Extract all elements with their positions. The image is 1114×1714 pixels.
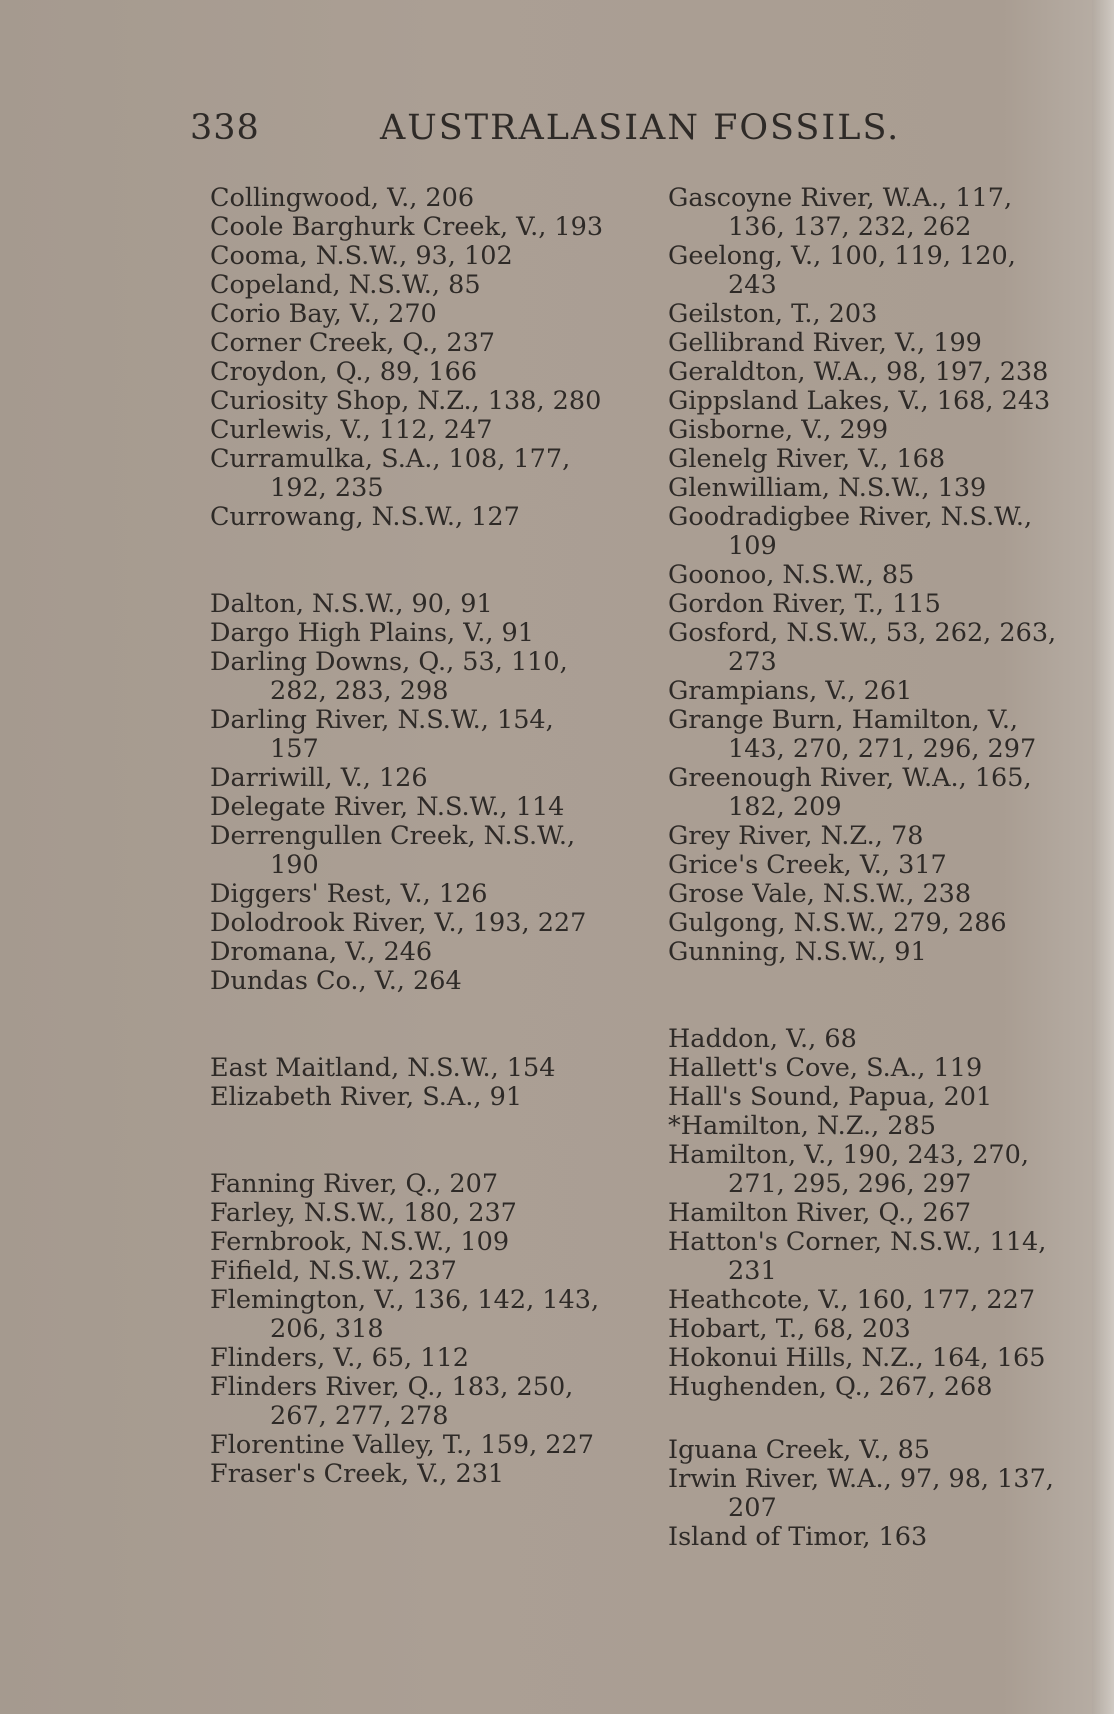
index-entry: Grose Vale, N.S.W., 238 (668, 879, 972, 909)
index-entry: Fanning River, Q., 207 (210, 1169, 499, 1199)
index-entry: Hughenden, Q., 267, 268 (668, 1372, 993, 1402)
index-entry: Curramulka, S.A., 108, 177, 192, 235 (210, 444, 571, 503)
index-entry: Farley, N.S.W., 180, 237 (210, 1198, 517, 1228)
index-entry: Gisborne, V., 299 (668, 415, 889, 445)
index-entry: Hamilton, V., 190, 243, 270, 271, 295, 296, 297 (668, 1140, 1029, 1199)
section-e (210, 1054, 610, 1112)
index-entry: Haddon, V., 68 (668, 1024, 857, 1054)
index-entry: Fraser's Creek, V., 231 (210, 1459, 505, 1489)
section-gap (668, 967, 1068, 1025)
index-entry: Glenwilliam, N.S.W., 139 (668, 473, 987, 503)
index-entry: Darriwill, V., 126 (210, 763, 428, 793)
index-entry: Hamilton River, Q., 267 (668, 1198, 972, 1228)
index-entry: Elizabeth River, S.A., 91 (210, 1082, 523, 1112)
index-entry: East Maitland, N.S.W., 154 (210, 1053, 556, 1083)
index-entry: Coole Barghurk Creek, V., 193 (210, 212, 604, 242)
index-entry: Gippsland Lakes, V., 168, 243 (668, 386, 1051, 416)
index-entry: Gascoyne River, W.A., 117, 136, 137, 232, 262 (668, 183, 1013, 242)
index-entry: Hokonui Hills, N.Z., 164, 165 (668, 1343, 1046, 1373)
index-entry: Copeland, N.S.W., 85 (210, 270, 481, 300)
index-entry: Gulgong, N.S.W., 279, 286 (668, 908, 1007, 938)
index-entry: Flemington, V., 136, 142, 143, 206, 318 (210, 1285, 600, 1344)
index-entry: Corio Bay, V., 270 (210, 299, 437, 329)
index-entry: Curlewis, V., 112, 247 (210, 415, 493, 445)
index-entry: Greenough River, W.A., 165, 182, 209 (668, 763, 1032, 822)
index-entry: Grice's Creek, V., 317 (668, 850, 947, 880)
index-entry: Geelong, V., 100, 119, 120, 243 (668, 241, 1016, 300)
section-gap (210, 532, 610, 590)
index-entry: Heathcote, V., 160, 177, 227 (668, 1285, 1036, 1315)
section-i (668, 1436, 1068, 1552)
index-entry: Geilston, T., 203 (668, 299, 878, 329)
index-entry: Glenelg River, V., 168 (668, 444, 946, 474)
section-d (210, 590, 610, 996)
index-entry: Geraldton, W.A., 98, 197, 238 (668, 357, 1049, 387)
index-entry: Diggers' Rest, V., 126 (210, 879, 488, 909)
section-c (210, 184, 610, 532)
index-entry: Island of Timor, 163 (668, 1522, 928, 1552)
index-entry: Darling River, N.S.W., 154, 157 (210, 705, 554, 764)
index-entry: Croydon, Q., 89, 166 (210, 357, 478, 387)
index-entry: Dromana, V., 246 (210, 937, 433, 967)
index-column-right (668, 184, 1068, 1552)
page-header (190, 108, 910, 158)
index-entry: Hall's Sound, Papua, 201 (668, 1082, 993, 1112)
index-entry: Gosford, N.S.W., 53, 262, 263, 273 (668, 618, 1057, 677)
section-gap (210, 996, 610, 1054)
running-title: AUSTRALASIAN FOSSILS. (380, 108, 901, 148)
index-entry: Goodradigbee River, N.S.W., 109 (668, 502, 1033, 561)
index-entry: Hobart, T., 68, 203 (668, 1314, 911, 1344)
index-entry: Iguana Creek, V., 85 (668, 1435, 931, 1465)
section-f (210, 1170, 610, 1489)
index-entry: Currowang, N.S.W., 127 (210, 502, 520, 532)
index-entry: Goonoo, N.S.W., 85 (668, 560, 915, 590)
index-entry: Collingwood, V., 206 (210, 183, 475, 213)
index-entry: Grange Burn, Hamilton, V., 143, 270, 271, 296, 297 (668, 705, 1037, 764)
index-entry: Flinders, V., 65, 112 (210, 1343, 469, 1373)
index-entry: Delegate River, N.S.W., 114 (210, 792, 565, 822)
section-gap (210, 1112, 610, 1170)
index-entry: Grey River, N.Z., 78 (668, 821, 924, 851)
index-entry: Flinders River, Q., 183, 250, 267, 277, 278 (210, 1372, 574, 1431)
section-g (668, 184, 1068, 967)
index-entry: Gordon River, T., 115 (668, 589, 941, 619)
index-entry: Darling Downs, Q., 53, 110, 282, 283, 298 (210, 647, 568, 706)
section-h (668, 1025, 1068, 1402)
index-entry: Derrengullen Creek, N.S.W., 190 (210, 821, 576, 880)
index-entry: Dargo High Plains, V., 91 (210, 618, 534, 648)
index-entry: Hallett's Cove, S.A., 119 (668, 1053, 983, 1083)
section-gap (668, 1402, 1068, 1436)
page-number: 338 (190, 108, 260, 148)
index-entry: Dalton, N.S.W., 90, 91 (210, 589, 493, 619)
index-entry: Gunning, N.S.W., 91 (668, 937, 927, 967)
index-entry: *Hamilton, N.Z., 285 (668, 1111, 936, 1141)
index-entry: Dundas Co., V., 264 (210, 966, 462, 996)
index-entry: Florentine Valley, T., 159, 227 (210, 1430, 594, 1460)
index-entry: Cooma, N.S.W., 93, 102 (210, 241, 513, 271)
index-column-left (210, 184, 610, 1489)
index-entry: Corner Creek, Q., 237 (210, 328, 496, 358)
index-entry: Irwin River, W.A., 97, 98, 137, 207 (668, 1464, 1054, 1523)
page-edge (1092, 0, 1114, 1714)
index-entry: Fifield, N.S.W., 237 (210, 1256, 457, 1286)
index-entry: Fernbrook, N.S.W., 109 (210, 1227, 510, 1257)
index-entry: Gellibrand River, V., 199 (668, 328, 982, 358)
index-entry: Dolodrook River, V., 193, 227 (210, 908, 587, 938)
index-entry: Hatton's Corner, N.S.W., 114, 231 (668, 1227, 1047, 1286)
index-entry: Curiosity Shop, N.Z., 138, 280 (210, 386, 602, 416)
index-entry: Grampians, V., 261 (668, 676, 913, 706)
